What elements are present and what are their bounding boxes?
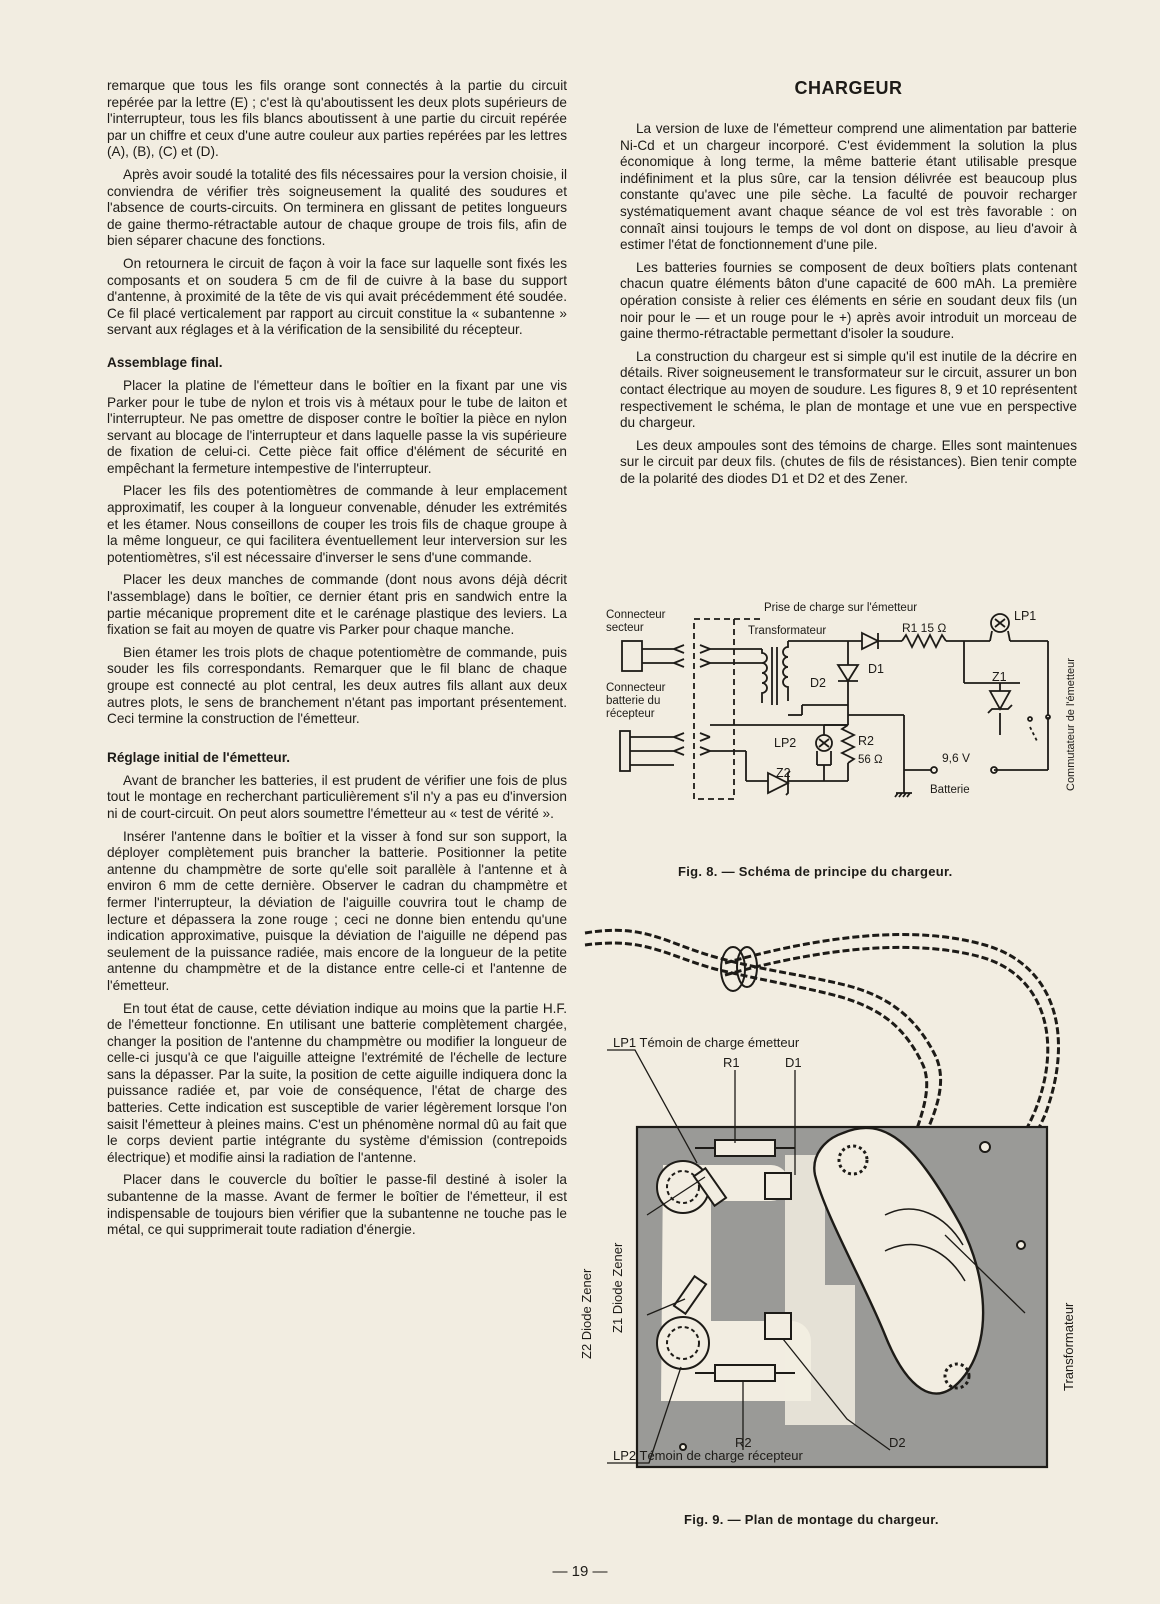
paragraph: Placer les deux manches de commande (dont nous avons déjà décrit l'assemblage) dans le boîtier, ce dernier étant pris en sandwich entre la partie mécanique proprement dite et le carénage plastique des leviers. La fixation se fait au moyen de quatre vis Parker pour chaque manche. <box>107 572 567 638</box>
paragraph: Placer les fils des potentiomètres de commande à leur emplacement approximatif, les couper à la longueur convenable, dénuder les extrémités et les étamer. Nous conseillons de couper les trois fils de chaque groupe à la même longueur, ce qui facilitera éventuellement leur interversion sur les potentiomètres, s'il est nécessaire d'inverser le sens d'une commande. <box>107 483 567 565</box>
paragraph: Placer dans le couvercle du boîtier le passe-fil destiné à isoler la subantenne de la masse. Avant de fermer le boîtier de l'émetteur, il est indispensable de toujours bien vérifier que la subantenne ne touche pas le métal, ce qui supprimerait toute radiation d'énergie. <box>107 1172 567 1238</box>
label-commutateur: Commutateur de l'émetteur <box>1065 658 1077 791</box>
label-d1-part: D1 <box>785 1055 802 1070</box>
left-paragraphs-a <box>107 78 567 339</box>
resistor-r2-part <box>715 1365 775 1381</box>
heading-assemblage-final: Assemblage final. <box>107 354 223 370</box>
left-paragraphs-c <box>107 773 567 1239</box>
label-r1: R1 15 Ω <box>902 621 947 635</box>
paragraph: En tout état de cause, cette déviation indique au moins que la partie H.F. de l'émetteur fonctionne. En utilisant une batterie complètement chargée, changer la position de l'antenne du champmètre ou modifier la longueur de celle-ci jusqu'à ce que l'aiguille atteigne l'extrémité de l'échelle de lecture sans la dépasser. Par la suite, la position de cette aiguille indiquera donc la puissance radiée et, par voie de conséquence, l'état de charge des batteries. Cette indication est susceptible de varier légèrement lorsque l'on saisit l'émetteur à pleines mains. C'est un phénomène normal dû au fait que le corps devient partie intégrante du système d'émission (contrepoids électrique) et modifie ainsi la radiation de l'antenne. <box>107 1000 567 1165</box>
label-r2: R2 <box>858 734 874 748</box>
paragraph: Insérer l'antenne dans le boîtier et la visser à fond sur son support, la déployer complètement puis brancher la batterie. Positionner la petite antenne du champmètre de sorte qu'elle soit parallèle à l'antenne et à environ 6 mm de cette dernière. Observer le cadran du champmètre et fermer l'interrupteur, la déviation de l'aiguille couvrira tout le champ de lecture et dépassera la zone rouge ; ceci ne donne bien entendu qu'une indication approximative, puisque la déviation de l'aiguille ne dépend pas seulement de la puissance radiée, mais encore de la longueur de la petite antenne du champmètre et de la distance entre celle-ci et l'antenne de l'émetteur. <box>107 828 567 993</box>
left-paragraphs-b <box>107 378 567 728</box>
label-lp2: LP2 <box>774 736 797 750</box>
figure-8-schematic <box>606 602 1087 815</box>
transformer-primary <box>762 649 767 703</box>
diode-d2-part <box>765 1313 791 1339</box>
paragraph: Les batteries fournies se composent de deux boîtiers plats contenant chacun quatre éléments bâton d'une capacité de 600 mAh. La première opération consiste à relier ces éléments en série en soudant deux fils (un noir pour le — et un rouge pour le +) après avoir introduit un morceau de gaine thermo-rétractable permettant d'isoler la soudure. <box>620 259 1077 342</box>
battery-terminal-minus <box>931 767 937 773</box>
label-lp1: LP1 <box>1014 609 1037 623</box>
page-number: — 19 — <box>552 1563 608 1580</box>
diode-d2 <box>838 665 858 681</box>
right-paragraphs <box>620 121 1077 487</box>
resistor-r1-part <box>715 1140 775 1156</box>
label-d1: D1 <box>868 662 884 676</box>
label-transformateur-part: Transformateur <box>1061 1302 1076 1391</box>
paragraph: La construction du chargeur est si simple qu'il est inutile de la décrire en détails. River soigneusement le transformateur sur le circuit, assurer un bon contact électrique au moyen de soudure. Les figures 8, 9 et 10 représentent respectivement le schéma, le plan de montage et une vue en perspective du chargeur. <box>620 348 1077 431</box>
paragraph: Placer la platine de l'émetteur dans le boîtier en la fixant par une vis Parker pour le tube de nylon et trois vis à métaux pour le tube de laiton et l'interrupteur. Ne pas omettre de disposer contre le boîtier la pièce en nylon servant au blocage de l'interrupteur et dans laquelle passe la vis supérieure de fixation de celui-ci. Cette pièce fait office d'élément de sécurité en empêchant la fermeture intempestive de l'interrupteur. <box>107 377 567 476</box>
label-r2-value: 56 Ω <box>858 754 883 766</box>
label-connecteur-secteur-1: Connecteur <box>606 609 666 621</box>
transformer-secondary <box>783 641 788 701</box>
paragraph: La version de luxe de l'émetteur comprend une alimentation par batterie Ni-Cd et un chargeur incorporé. C'est évidemment la solution la plus économique à long terme, la même batterie étant utilisable presque indéfiniment et la plus sûre, car la tension délivrée est beaucoup plus constante qu'avec une pile sèche. La faculté de pouvoir recharger systématiquement avant chaque séance de vol est très favorable : on connaît ainsi toujours le temps de vol dont on dispose, au lieu d'avoir à estimer l'état de fonctionnement d'une pile. <box>620 121 1077 253</box>
mains-plug <box>622 641 642 671</box>
label-d2: D2 <box>810 676 826 690</box>
diode-d1-part <box>765 1173 791 1199</box>
label-batterie: Batterie <box>930 784 970 796</box>
label-r2-part: R2 <box>735 1435 752 1450</box>
label-transformateur: Transformateur <box>748 625 827 637</box>
label-lp2-temoin: LP2 Témoin de charge récepteur <box>613 1448 803 1463</box>
paragraph: Avant de brancher les batteries, il est prudent de vérifier une fois de plus tout le montage en recherchant particulièrement s'il n'y a pas eu d'inversion ni de court-circuit. On peut alors soumettre l'émetteur au « test de vérité ». <box>107 772 567 821</box>
diode-d1 <box>862 633 878 649</box>
label-connecteur-batterie-3: récepteur <box>606 708 655 720</box>
label-z2: Z2 <box>776 766 791 780</box>
charge-socket-box <box>694 619 734 799</box>
heading-reglage-initial: Réglage initial de l'émetteur. <box>107 749 291 765</box>
paragraph: Les deux ampoules sont des témoins de charge. Elles sont maintenues sur le circuit par deux fils. (chutes de fils de résistances). Bien tenir compte de la polarité des diodes D1 et D2 et des Zener. <box>620 437 1077 486</box>
lamp-lp2-part <box>657 1317 709 1369</box>
label-r1-part: R1 <box>723 1055 740 1070</box>
label-lp1-temoin: LP1 Témoin de charge émetteur <box>613 1035 800 1050</box>
label-prise-de-charge: Prise de charge sur l'émetteur <box>764 602 918 614</box>
figure-8-caption: Fig. 8. — Schéma de principe du chargeur. <box>678 864 953 879</box>
zener-z1 <box>988 691 1012 713</box>
right-column <box>620 78 1077 493</box>
paragraph: On retournera le circuit de façon à voir la face sur laquelle sont fixés les composants et on soudera 5 cm de fil de cuivre à la base du support d'antenne, à proximité de la tête de vis qui avait précédemment été soudée. Ce fil placé verticalement par rapport au circuit constitue la « subantenne » servant aux réglages et à la vérification de la sensibilité du récepteur. <box>107 255 567 338</box>
resistor-r2 <box>842 725 854 763</box>
label-d2-part: D2 <box>889 1435 906 1450</box>
label-z1: Z1 <box>992 670 1007 684</box>
label-voltage: 9,6 V <box>942 751 971 765</box>
figure-9-caption: Fig. 9. — Plan de montage du chargeur. <box>684 1512 939 1527</box>
resistor-r1 <box>902 635 946 647</box>
label-z2-diode-zener: Z2 Diode Zener <box>579 1268 594 1359</box>
label-z1-diode-zener: Z1 Diode Zener <box>610 1242 625 1333</box>
paragraph: remarque que tous les fils orange sont connectés à la partie du circuit repérée par la lettre (E) ; c'est là qu'aboutissent les deux plots supérieurs de l'interrupteur, tous les fils blancs aboutissent à une partie du circuit repérée par un chiffre et ceux d'une autre couleur aux parties repérées par les lettres (A), (B), (C) et (D). <box>107 78 567 160</box>
label-connecteur-batterie-1: Connecteur <box>606 682 666 694</box>
paragraph: Après avoir soudé la totalité des fils nécessaires pour la version choisie, il conviendra de vérifier très soigneusement la qualité des soudures et l'absence de courts-circuits. On terminera en glissant de petites longueurs de gaine thermo-rétractable autour de chaque groupe de trois fils, afin de bien séparer chacune des fonctions. <box>107 166 567 249</box>
section-title-chargeur: CHARGEUR <box>794 78 903 98</box>
left-column <box>107 78 567 1245</box>
label-connecteur-secteur-2: secteur <box>606 622 644 634</box>
label-connecteur-batterie-2: batterie du <box>606 695 661 707</box>
paragraph: Bien étamer les trois plots de chaque potentiomètre de commande, puis souder les fils correspondants. Remarquer que le fil blanc de chaque groupe est connecté au plot central, les deux autres fils allant aux deux autres plots, le sens de branchement n'étant pas important présentement. Ceci termine la construction de l'émetteur. <box>107 644 567 727</box>
receiver-battery-connector <box>620 731 630 771</box>
figure-9-layout <box>579 915 1085 1495</box>
ground-symbol <box>895 793 912 797</box>
